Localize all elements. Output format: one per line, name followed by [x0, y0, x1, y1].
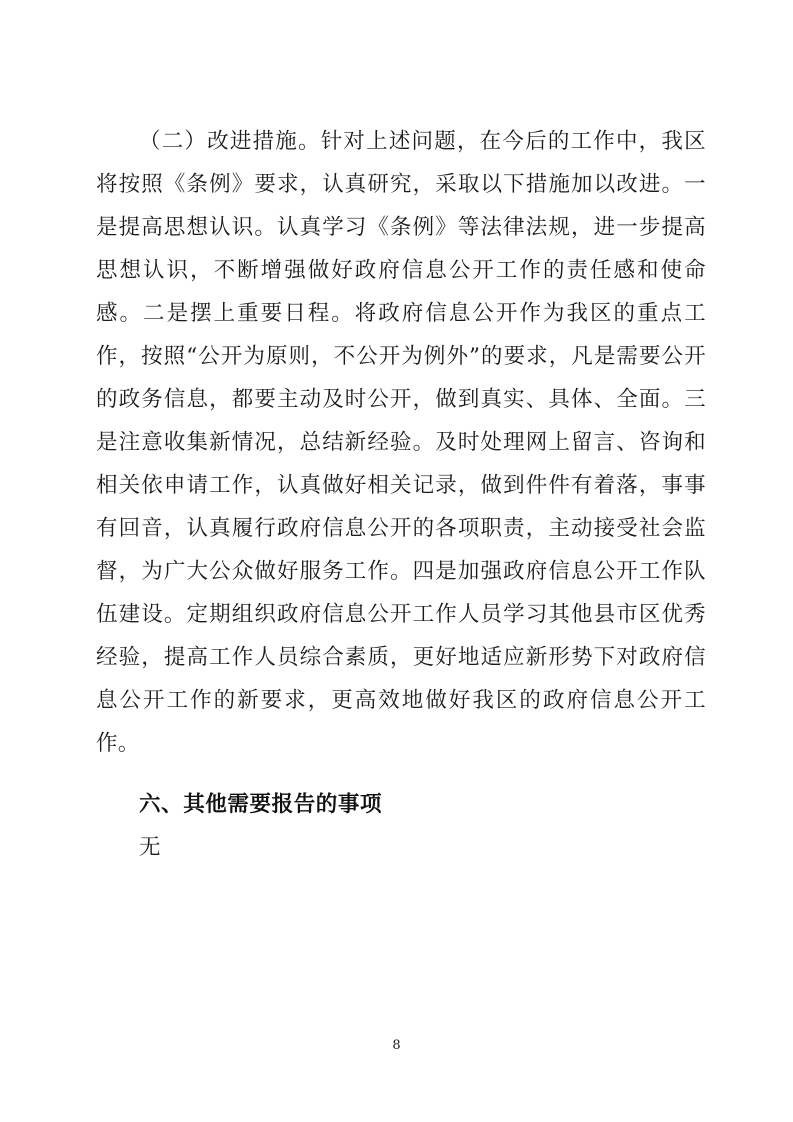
- paragraph-improvement-measures: （二）改进措施。针对上述问题，在今后的工作中，我区将按照《条例》要求，认真研究，采取以下措施加以改进。一是提高思想认识。认真学习《条例》等法律法规，进一步提高思想认识，不断增强做好政府信息公开工作的责任感和使命感。二是摆上重要日程。将政府信息公开作为我区的重点工作，按照“公开为原则，不公开为例外”的要求，凡是需要公开的政务信息，都要主动及时公开，做到真实、具体、全面。三是注意收集新情况，总结新经验。及时处理网上留言、咨询和相关依申请工作，认真做好相关记录，做到件件有着落，事事有回音，认真履行政府信息公开的各项职责，主动接受社会监督，为广大公众做好服务工作。四是加强政府信息公开工作队伍建设。定期组织政府信息公开工作人员学习其他县市区优秀经验，提高工作人员综合素质，更好地适应新形势下对政府信息公开工作的新要求，更高效地做好我区的政府信息公开工作。: [96, 129, 706, 756]
- page-content-area: [96, 120, 706, 869]
- page-number: 8: [392, 1038, 401, 1053]
- text-none: 无: [139, 835, 161, 860]
- heading-other-matters: 六、其他需要报告的事项: [139, 792, 383, 817]
